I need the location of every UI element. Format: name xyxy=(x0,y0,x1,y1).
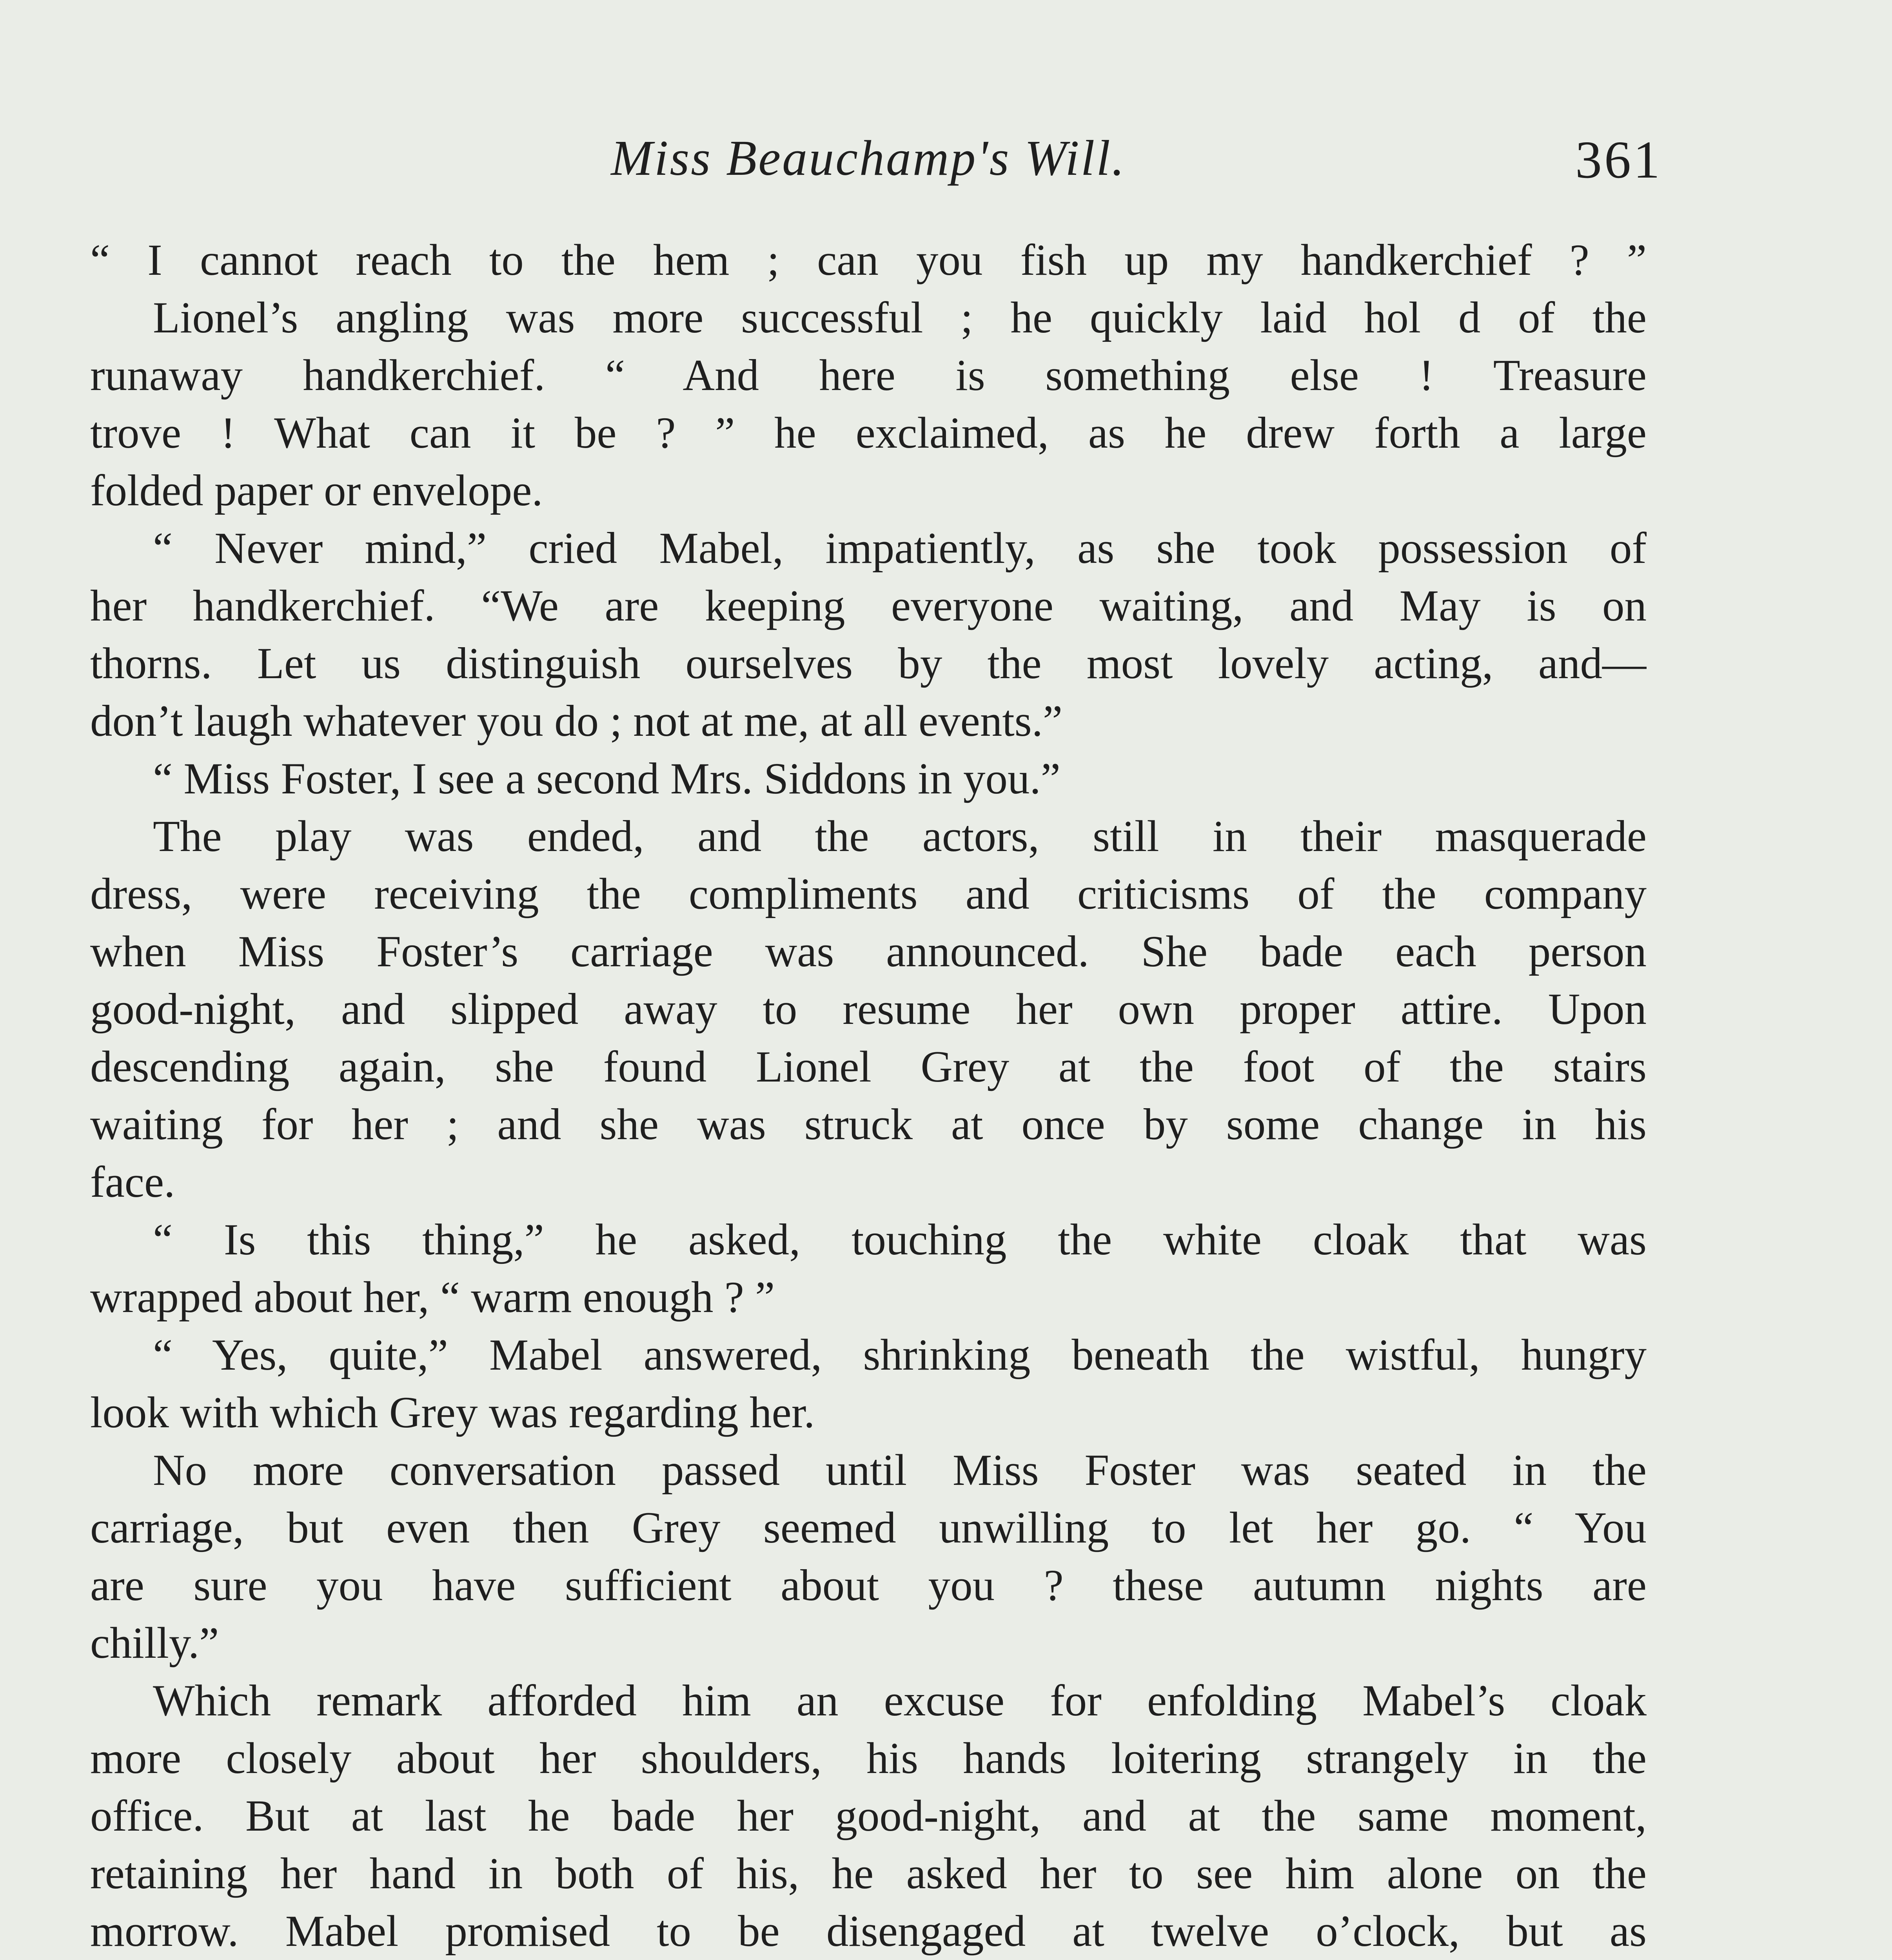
text-line: descending again, she found Lionel Grey at the foot of the stairs xyxy=(90,1042,1647,1091)
text-line: The play was ended, and the actors, still in their masquerade xyxy=(153,812,1647,861)
text-line: Which remark afforded him an excuse for enfolding Mabel’s cloak xyxy=(153,1676,1647,1725)
text-line: “ Is this thing,” he asked, touching the white cloak that was xyxy=(153,1215,1647,1264)
running-title: Miss Beauchamp's Will. xyxy=(611,130,1126,186)
page-header xyxy=(90,129,1662,208)
text-line: “ I cannot reach to the hem ; can you fish up my handkerchief ? ” xyxy=(90,236,1647,285)
text-line: “ Yes, quite,” Mabel answered, shrinking beneath the wistful, hungry xyxy=(153,1330,1647,1379)
text-line: folded paper or envelope. xyxy=(90,466,543,515)
text-line: waiting for her ; and she was struck at once by some change in his xyxy=(90,1100,1647,1149)
text-line: carriage, but even then Grey seemed unwilling to let her go. “ You xyxy=(90,1503,1647,1552)
text-line: morrow. Mabel promised to be disengaged at twelve o’clock, but as xyxy=(90,1907,1647,1956)
text-line: dress, were receiving the compliments and criticisms of the company xyxy=(90,869,1647,918)
text-line: trove ! What can it be ? ” he exclaimed, as he drew forth a large xyxy=(90,408,1647,457)
body-text xyxy=(90,231,1647,1960)
text-line: good-night, and slipped away to resume her own proper attire. Upon xyxy=(90,985,1647,1034)
text-line: when Miss Foster’s carriage was announced. She bade each person xyxy=(90,927,1647,976)
text-line: don’t laugh whatever you do ; not at me, at all events.” xyxy=(90,697,1063,746)
text-line: office. But at last he bade her good-night, and at the same moment, xyxy=(90,1791,1647,1840)
page-number: 361 xyxy=(1575,131,1662,189)
text-line: her handkerchief. “We are keeping everyone waiting, and May is on xyxy=(90,581,1647,630)
text-line: chilly.” xyxy=(90,1619,219,1668)
text-line: “ Miss Foster, I see a second Mrs. Siddons in you.” xyxy=(153,754,1060,803)
text-line: runaway handkerchief. “ And here is something else ! Treasure xyxy=(90,351,1647,400)
text-line: “ Never mind,” cried Mabel, impatiently, as she took possession of xyxy=(153,524,1647,573)
text-line: Lionel’s angling was more successful ; he quickly laid hol d of the xyxy=(153,293,1647,342)
text-line: look with which Grey was regarding her. xyxy=(90,1388,815,1437)
text-line: wrapped about her, “ warm enough ? ” xyxy=(90,1273,775,1322)
text-line: retaining her hand in both of his, he asked her to see him alone on the xyxy=(90,1849,1647,1898)
text-line: No more conversation passed until Miss Foster was seated in the xyxy=(153,1446,1647,1495)
text-line: more closely about her shoulders, his hands loitering strangely in the xyxy=(90,1734,1647,1783)
text-line: thorns. Let us distinguish ourselves by the most lovely acting, and— xyxy=(90,639,1647,688)
text-line: face. xyxy=(90,1158,175,1207)
text-line: are sure you have sufficient about you ? these autumn nights are xyxy=(90,1561,1647,1610)
